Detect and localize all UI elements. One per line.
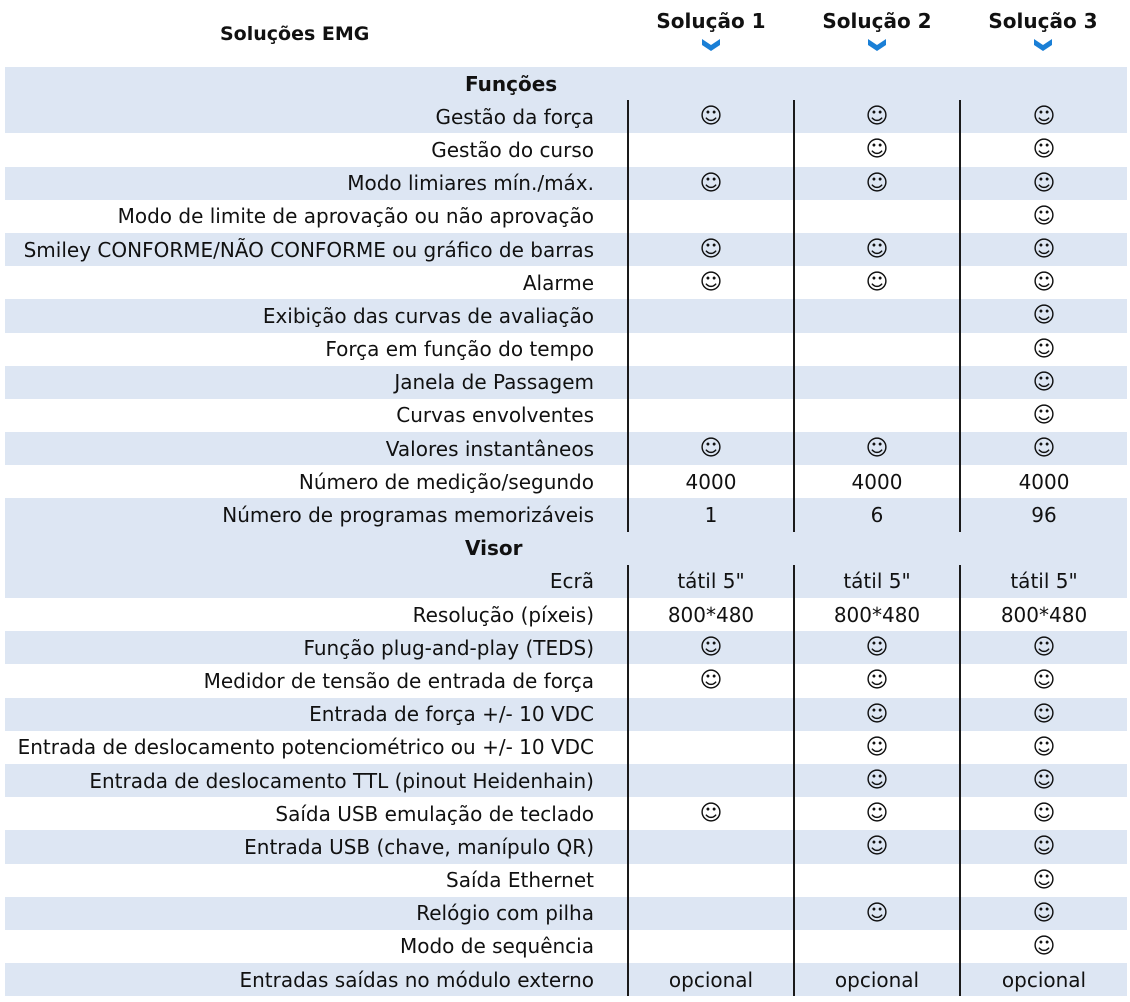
solution-3-cell <box>960 432 1127 465</box>
solution-3-cell <box>960 333 1127 366</box>
table-row <box>5 465 1127 498</box>
solution-1-cell <box>628 465 794 498</box>
table-row <box>5 598 1127 631</box>
solution-2-cell <box>794 731 960 764</box>
solution-2-cell <box>794 764 960 797</box>
solution-2-cell <box>794 200 960 233</box>
solution-1-cell <box>628 631 794 664</box>
feature-label: Valores instantâneos <box>385 436 594 461</box>
feature-label: Gestão do curso <box>431 137 594 162</box>
smiley-icon: ☺ <box>1032 933 1056 959</box>
solution-2-cell <box>794 664 960 697</box>
smiley-icon: ☺ <box>1032 436 1056 462</box>
table-row <box>5 698 1127 731</box>
solution-3-cell <box>960 598 1127 631</box>
comparison-table <box>5 67 1127 996</box>
solution-2-cell <box>794 465 960 498</box>
solution-1-cell <box>628 830 794 863</box>
smiley-icon: ☺ <box>865 137 889 163</box>
solution-3-cell <box>960 864 1127 897</box>
table-row <box>5 100 1127 133</box>
smiley-icon: ☺ <box>865 801 889 827</box>
cell-value: 800*480 <box>833 602 921 627</box>
feature-label: Função plug-and-play (TEDS) <box>303 635 594 660</box>
solution-1-cell <box>628 764 794 797</box>
feature-label: Entradas saídas no módulo externo <box>239 967 594 992</box>
feature-label: Alarme <box>522 270 594 295</box>
solution-1-cell <box>628 167 794 200</box>
cell-value: 1 <box>704 503 718 528</box>
smiley-icon: ☺ <box>865 635 889 661</box>
solution-1-cell <box>628 797 794 830</box>
smiley-icon: ☺ <box>865 734 889 760</box>
feature-label: Smiley CONFORME/NÃO CONFORME ou gráfico de barras <box>23 237 594 262</box>
solution-3-cell <box>960 399 1127 432</box>
cell-value: tátil 5" <box>1010 569 1078 594</box>
solution-2-cell <box>794 897 960 930</box>
table-row <box>5 963 1127 996</box>
table-row <box>5 930 1127 963</box>
solution-2-cell <box>794 631 960 664</box>
smiley-icon: ☺ <box>699 801 723 827</box>
feature-label: Exibição das curvas de avaliação <box>262 303 594 328</box>
solution-1-cell <box>628 399 794 432</box>
solution-1-cell <box>628 698 794 731</box>
smiley-icon: ☺ <box>1032 270 1056 296</box>
solution-2-cell <box>794 233 960 266</box>
smiley-icon: ☺ <box>865 270 889 296</box>
table-row <box>5 731 1127 764</box>
solution-1-cell <box>628 930 794 963</box>
smiley-icon: ☺ <box>699 635 723 661</box>
table-row <box>5 200 1127 233</box>
solution-2-cell <box>794 299 960 332</box>
solution-1-cell <box>628 299 794 332</box>
feature-label: Entrada de deslocamento potenciométrico ou +/- 10 VDC <box>17 735 594 760</box>
smiley-icon: ☺ <box>699 170 723 196</box>
solution-3-cell <box>960 565 1127 598</box>
feature-label: Saída USB emulação de teclado <box>275 801 594 826</box>
smiley-icon: ☺ <box>1032 867 1056 893</box>
solution-1-cell <box>628 897 794 930</box>
solution-2-cell <box>794 930 960 963</box>
solution-3-cell <box>960 133 1127 166</box>
feature-label: Gestão da força <box>435 104 594 129</box>
table-row <box>5 366 1127 399</box>
solution-3-cell <box>960 631 1127 664</box>
solution-2-cell <box>794 399 960 432</box>
feature-label: Modo de sequência <box>399 934 594 959</box>
solution-2-cell <box>794 963 960 996</box>
solution-2-header <box>794 8 960 52</box>
smiley-icon: ☺ <box>699 270 723 296</box>
smiley-icon: ☺ <box>699 436 723 462</box>
cell-value: tátil 5" <box>843 569 911 594</box>
page-title: Soluções EMG <box>220 23 370 45</box>
table-row <box>5 631 1127 664</box>
cell-value: 6 <box>870 503 884 528</box>
solution-3-cell <box>960 167 1127 200</box>
solution-3-cell <box>960 963 1127 996</box>
smiley-icon: ☺ <box>699 668 723 694</box>
cell-value: 800*480 <box>1000 602 1088 627</box>
solution-3-header <box>960 8 1126 52</box>
solution-1-cell <box>628 598 794 631</box>
smiley-icon: ☺ <box>1032 303 1056 329</box>
smiley-icon: ☺ <box>1032 635 1056 661</box>
solution-3-cell <box>960 266 1127 299</box>
smiley-icon: ☺ <box>865 170 889 196</box>
feature-label: Relógio com pilha <box>416 901 594 926</box>
table-row <box>5 233 1127 266</box>
smiley-icon: ☺ <box>1032 834 1056 860</box>
solution-2-cell <box>794 432 960 465</box>
solution-1-cell <box>628 233 794 266</box>
solution-2-cell <box>794 698 960 731</box>
feature-label: Medidor de tensão de entrada de força <box>203 668 594 693</box>
cell-value: opcional <box>668 967 754 992</box>
solution-2-cell <box>794 167 960 200</box>
smiley-icon: ☺ <box>865 768 889 794</box>
solution-3-cell <box>960 731 1127 764</box>
smiley-icon: ☺ <box>865 104 889 130</box>
smiley-icon: ☺ <box>1032 701 1056 727</box>
smiley-icon: ☺ <box>865 436 889 462</box>
solution-2-cell <box>794 498 960 531</box>
solution-2-cell <box>794 266 960 299</box>
solution-3-cell <box>960 100 1127 133</box>
solution-3-cell <box>960 366 1127 399</box>
cell-value: 4000 <box>851 469 903 494</box>
solution-1-cell <box>628 200 794 233</box>
solution-1-cell <box>628 864 794 897</box>
solution-2-cell <box>794 797 960 830</box>
solution-1-cell <box>628 432 794 465</box>
table-row <box>5 664 1127 697</box>
smiley-icon: ☺ <box>1032 801 1056 827</box>
solution-2-cell <box>794 565 960 598</box>
smiley-icon: ☺ <box>865 668 889 694</box>
solution-1-cell <box>628 266 794 299</box>
feature-label: Ecrã <box>549 569 594 594</box>
comparison-table-body <box>5 67 1127 996</box>
table-row <box>5 864 1127 897</box>
table-row <box>5 133 1127 166</box>
section-header-row <box>5 67 1127 100</box>
smiley-icon: ☺ <box>1032 237 1056 263</box>
solution-3-cell <box>960 465 1127 498</box>
solution-1-cell <box>628 498 794 531</box>
feature-label: Entrada USB (chave, manípulo QR) <box>244 834 594 859</box>
table-row <box>5 565 1127 598</box>
feature-label: Modo limiares mín./máx. <box>347 171 594 196</box>
table-row <box>5 498 1127 531</box>
feature-label: Curvas envolventes <box>396 403 594 428</box>
smiley-icon: ☺ <box>1032 734 1056 760</box>
table-row <box>5 432 1127 465</box>
smiley-icon: ☺ <box>1032 104 1056 130</box>
solution-3-cell <box>960 830 1127 863</box>
solution-3-cell <box>960 698 1127 731</box>
feature-label: Janela de Passagem <box>394 370 594 395</box>
section-title: Funções <box>465 71 558 96</box>
smiley-icon: ☺ <box>1032 336 1056 362</box>
smiley-icon: ☺ <box>1032 768 1056 794</box>
solution-1-cell <box>628 565 794 598</box>
solution-2-cell <box>794 366 960 399</box>
feature-label: Número de medição/segundo <box>298 469 594 494</box>
table-header <box>0 0 1130 66</box>
solution-3-cell <box>960 299 1127 332</box>
feature-label: Entrada de deslocamento TTL (pinout Heidenhain) <box>89 768 594 793</box>
solution-2-cell <box>794 333 960 366</box>
feature-label: Entrada de força +/- 10 VDC <box>309 702 594 727</box>
chevron-down-icon <box>1033 38 1053 52</box>
solution-2-cell <box>794 100 960 133</box>
cell-value: opcional <box>834 967 920 992</box>
feature-label: Força em função do tempo <box>325 337 594 362</box>
solution-1-header <box>628 8 794 52</box>
solution-2-cell <box>794 598 960 631</box>
solution-1-cell <box>628 664 794 697</box>
smiley-icon: ☺ <box>865 834 889 860</box>
solution-3-cell <box>960 764 1127 797</box>
table-row <box>5 333 1127 366</box>
feature-label: Resolução (píxeis) <box>412 602 594 627</box>
solution-3-cell <box>960 664 1127 697</box>
smiley-icon: ☺ <box>1032 900 1056 926</box>
solution-2-title: Solução 2 <box>822 9 932 33</box>
chevron-down-icon <box>867 38 887 52</box>
solution-3-cell <box>960 200 1127 233</box>
smiley-icon: ☺ <box>1032 369 1056 395</box>
smiley-icon: ☺ <box>1032 402 1056 428</box>
cell-value: 4000 <box>685 469 737 494</box>
table-row <box>5 830 1127 863</box>
feature-label: Saída Ethernet <box>446 868 594 893</box>
cell-value: 4000 <box>1018 469 1070 494</box>
cell-value: opcional <box>1001 967 1087 992</box>
solution-3-cell <box>960 797 1127 830</box>
solution-1-title: Solução 1 <box>656 9 766 33</box>
solution-3-cell <box>960 897 1127 930</box>
solution-2-cell <box>794 830 960 863</box>
feature-label: Modo de limite de aprovação ou não aprovação <box>117 204 594 229</box>
solution-1-cell <box>628 100 794 133</box>
smiley-icon: ☺ <box>865 900 889 926</box>
solution-3-cell <box>960 498 1127 531</box>
solution-2-cell <box>794 133 960 166</box>
smiley-icon: ☺ <box>1032 137 1056 163</box>
cell-value: 800*480 <box>667 602 755 627</box>
solution-3-cell <box>960 930 1127 963</box>
cell-value: tátil 5" <box>677 569 745 594</box>
solution-1-cell <box>628 963 794 996</box>
smiley-icon: ☺ <box>699 104 723 130</box>
solution-3-title: Solução 3 <box>988 9 1098 33</box>
table-row <box>5 897 1127 930</box>
smiley-icon: ☺ <box>865 237 889 263</box>
smiley-icon: ☺ <box>1032 203 1056 229</box>
table-row <box>5 266 1127 299</box>
smiley-icon: ☺ <box>1032 170 1056 196</box>
smiley-icon: ☺ <box>1032 668 1056 694</box>
smiley-icon: ☺ <box>865 701 889 727</box>
cell-value: 96 <box>1031 503 1057 528</box>
table-row <box>5 797 1127 830</box>
solution-1-cell <box>628 333 794 366</box>
solution-1-cell <box>628 366 794 399</box>
chevron-down-icon <box>701 38 721 52</box>
table-row <box>5 299 1127 332</box>
solution-3-cell <box>960 233 1127 266</box>
smiley-icon: ☺ <box>699 237 723 263</box>
solution-1-cell <box>628 731 794 764</box>
section-title: Visor <box>465 536 523 561</box>
table-row <box>5 764 1127 797</box>
section-header-row <box>5 532 1127 565</box>
table-row <box>5 167 1127 200</box>
table-row <box>5 399 1127 432</box>
feature-label: Número de programas memorizáveis <box>222 503 594 528</box>
solution-2-cell <box>794 864 960 897</box>
solution-1-cell <box>628 133 794 166</box>
